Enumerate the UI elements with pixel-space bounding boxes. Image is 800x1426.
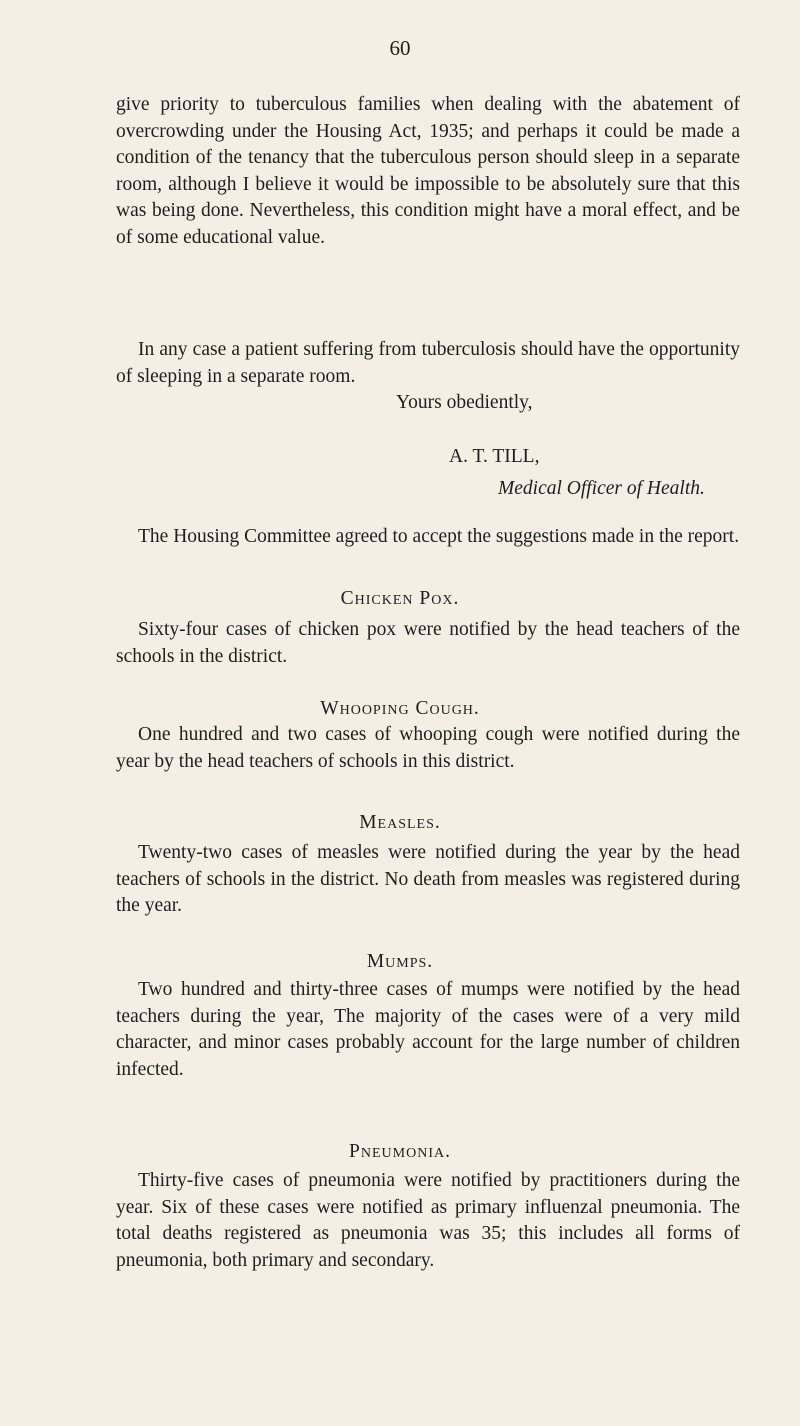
signatory-title: Medical Officer of Health. [498, 478, 705, 499]
letter-closing: Yours obediently, [396, 392, 533, 413]
section-heading-chicken-pox: Chicken Pox. [340, 588, 460, 609]
letter-paragraph-2: In any case a patient suffering from tuberculosis should have the opportunity of sleeping in a separate room. [116, 339, 740, 387]
section-body-pneumonia: Thirty-five cases of pneumonia were notified by practitioners during the year. Six of these cases were notified as primary influenzal pneumonia. The total deaths registered as pneumonia was 35; this includes all forms of pneumonia, both primary and secondary. [116, 1170, 740, 1271]
signatory-name: A. T. TILL, [449, 446, 540, 467]
page-number: 60 [389, 36, 411, 60]
letter-paragraph-1: give priority to tuberculous families when dealing with the abatement of overcrowding under the Housing Act, 1935; and perhaps it could be made a condition of the tenancy that the tuberculous person should sleep in a separate room, although I believe it would be impossible to be absolutely sure that this was being done. Nevertheless, this condition might have a moral effect, and be of some educational value. [116, 94, 740, 248]
section-body-measles: Twenty-two cases of measles were notified during the year by the head teachers of schools in the district. No death from measles was registered during the year. [116, 842, 740, 916]
section-heading-measles: Measles. [359, 812, 441, 833]
section-body-chicken-pox: Sixty-four cases of chicken pox were notified by the head teachers of the schools in the district. [116, 619, 740, 667]
section-body-mumps: Two hundred and thirty-three cases of mumps were notified by the head teachers during the year, The majority of the cases were of a very mild character, and minor cases probably account for the large number of children infected. [116, 979, 740, 1080]
section-heading-mumps: Mumps. [366, 951, 434, 972]
committee-note: The Housing Committee agreed to accept the suggestions made in the report. [138, 526, 740, 547]
section-heading-pneumonia: Pneumonia. [349, 1141, 451, 1162]
section-heading-whooping-cough: Whooping Cough. [320, 698, 480, 719]
section-body-whooping-cough: One hundred and two cases of whooping cough were notified during the year by the head teachers of schools in this district. [116, 724, 740, 772]
